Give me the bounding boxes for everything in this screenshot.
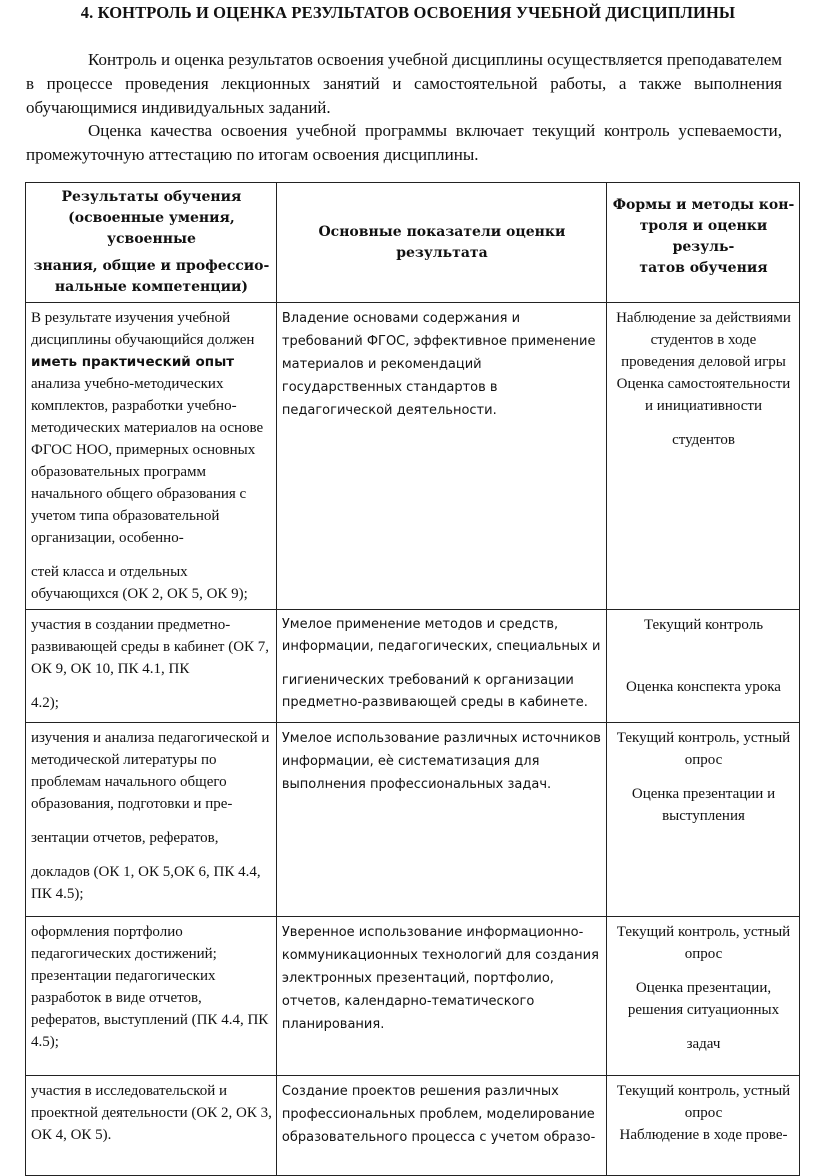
method-text: студентов xyxy=(672,432,735,448)
header-col3-line2: троля и оценки резуль- xyxy=(639,218,768,255)
method-cell xyxy=(606,610,799,723)
header-col3-line1: Формы и методы кон- xyxy=(612,197,795,213)
result-text: изучения и анализа педагогической и методической литературы по проблемам начального общего образования, подготовки и пре- xyxy=(31,730,270,812)
result-cell xyxy=(26,303,277,610)
header-methods xyxy=(606,183,799,303)
result-text: участия в создании предметно-развивающей среды в кабинет (ОК 7, ОК 9, ОК 10, ПК 4.1, ПК xyxy=(31,617,270,677)
result-text: зентации отчетов, рефератов, xyxy=(31,830,219,846)
method-text: Оценка презентации и выступления xyxy=(631,786,776,824)
table-row xyxy=(26,917,800,1076)
header-col2: Основные показатели оценки результата xyxy=(318,223,566,261)
method-text: Оценка конспекта урока xyxy=(626,679,781,695)
method-text: Текущий контроль xyxy=(643,617,764,633)
method-cell xyxy=(606,303,799,610)
indicator-text: Умелое применение методов и средств, информации, педагогических, специальных и xyxy=(281,617,601,654)
header-indicators xyxy=(276,183,606,303)
header-col1-line2: (освоенные умения, усвоенные xyxy=(68,210,235,247)
method-cell xyxy=(606,1076,799,1176)
indicator-cell xyxy=(276,723,606,917)
result-text: докладов (ОК 1, ОК 5,ОК 6, ПК 4.4, ПК 4.5); xyxy=(31,864,261,902)
method-text: Наблюдение в ходе прове- xyxy=(619,1127,788,1143)
table-row xyxy=(26,723,800,917)
indicator-cell xyxy=(276,1076,606,1176)
result-text: В результате изучения учебной дисциплины обучающийся должен xyxy=(31,310,255,348)
result-cell xyxy=(26,917,277,1076)
indicator-cell xyxy=(276,303,606,610)
header-col1-line1: Результаты обучения xyxy=(61,189,242,205)
table-row xyxy=(26,610,800,723)
section-heading: 4. КОНТРОЛЬ И ОЦЕНКА РЕЗУЛЬТАТОВ ОСВОЕНИЯ УЧЕБНОЙ ДИСЦИПЛИНЫ xyxy=(80,3,736,22)
result-text: участия в исследовательской и проектной деятельности (ОК 2, ОК 3, ОК 4, ОК 5). xyxy=(31,1083,272,1143)
result-text: 4.2); xyxy=(31,695,59,711)
method-text: Оценка самостоятельности и инициативности xyxy=(616,376,791,414)
indicator-text: Владение основами содержания и требований ФГОС, эффективное применение материалов и рекомендаций государственных стандартов в педагогической деятельности. xyxy=(281,311,596,418)
method-text: Текущий контроль, устный опрос xyxy=(616,924,791,962)
table-row xyxy=(26,303,800,610)
result-cell xyxy=(26,1076,277,1176)
header-col1-line4: нальные компетенции) xyxy=(54,279,248,295)
result-text: стей класса и отдельных обучающихся (ОК 2, ОК 5, ОК 9); xyxy=(31,564,248,602)
indicator-text: Умелое использование различных источников информации, еѐ систематизация для выполнения профессиональных задач. xyxy=(281,731,601,792)
result-text: анализа учебно-методических комплектов, разработки учебно-методических материалов на основе ФГОС НОО, примерных основных образовательных программ начального общего образования с учетом типа образовательной организации, особенно- xyxy=(31,376,264,546)
table-header-row xyxy=(26,183,800,303)
result-text: оформления портфолио педагогических достижений; презентации педагогических разработок в виде отчетов, рефератов, выступлений (ПК 4.4, ПК 4.5); xyxy=(31,924,269,1050)
method-text: задач xyxy=(686,1036,721,1052)
table-row xyxy=(26,1076,800,1176)
result-cell xyxy=(26,610,277,723)
header-col3-line3: татов обучения xyxy=(639,260,768,276)
assessment-paragraph: Оценка качества освоения учебной программы включает текущий контроль успеваемости, промежуточную аттестацию по итогам освоения дисциплины. xyxy=(26,121,782,164)
header-learning-results xyxy=(26,183,277,303)
result-cell xyxy=(26,723,277,917)
indicator-text: гигиенических требований к организации предметно-развивающей среды в кабинете. xyxy=(281,673,588,710)
header-col1-line3: знания, общие и профессио- xyxy=(33,258,270,274)
indicator-text: Уверенное использование информационно-коммуникационных технологий для создания электронных презентаций, портфолио, отчетов, календарно-тематического планирования. xyxy=(281,925,599,1032)
indicator-cell xyxy=(276,917,606,1076)
result-emphasis: иметь практический опыт xyxy=(31,354,235,370)
method-cell xyxy=(606,723,799,917)
indicator-text: Создание проектов решения различных профессиональных проблем, моделирование образовательного процесса с учетом образо- xyxy=(281,1084,596,1145)
indicator-cell xyxy=(276,610,606,723)
method-text: Наблюдение за действиями студентов в ходе проведения деловой игры xyxy=(616,310,791,370)
method-text: Оценка презентации, решения ситуационных xyxy=(627,980,780,1018)
assessment-table xyxy=(25,182,800,1176)
method-text: Текущий контроль, устный опрос xyxy=(616,1083,791,1121)
method-text: Текущий контроль, устный опрос xyxy=(616,730,791,768)
method-cell xyxy=(606,917,799,1076)
intro-paragraph: Контроль и оценка результатов освоения учебной дисциплины осуществляется преподавателем в процессе проведения лекционных занятий и самостоятельной работы, а также выполнения обучающимися индивидуальных заданий. xyxy=(26,50,782,117)
